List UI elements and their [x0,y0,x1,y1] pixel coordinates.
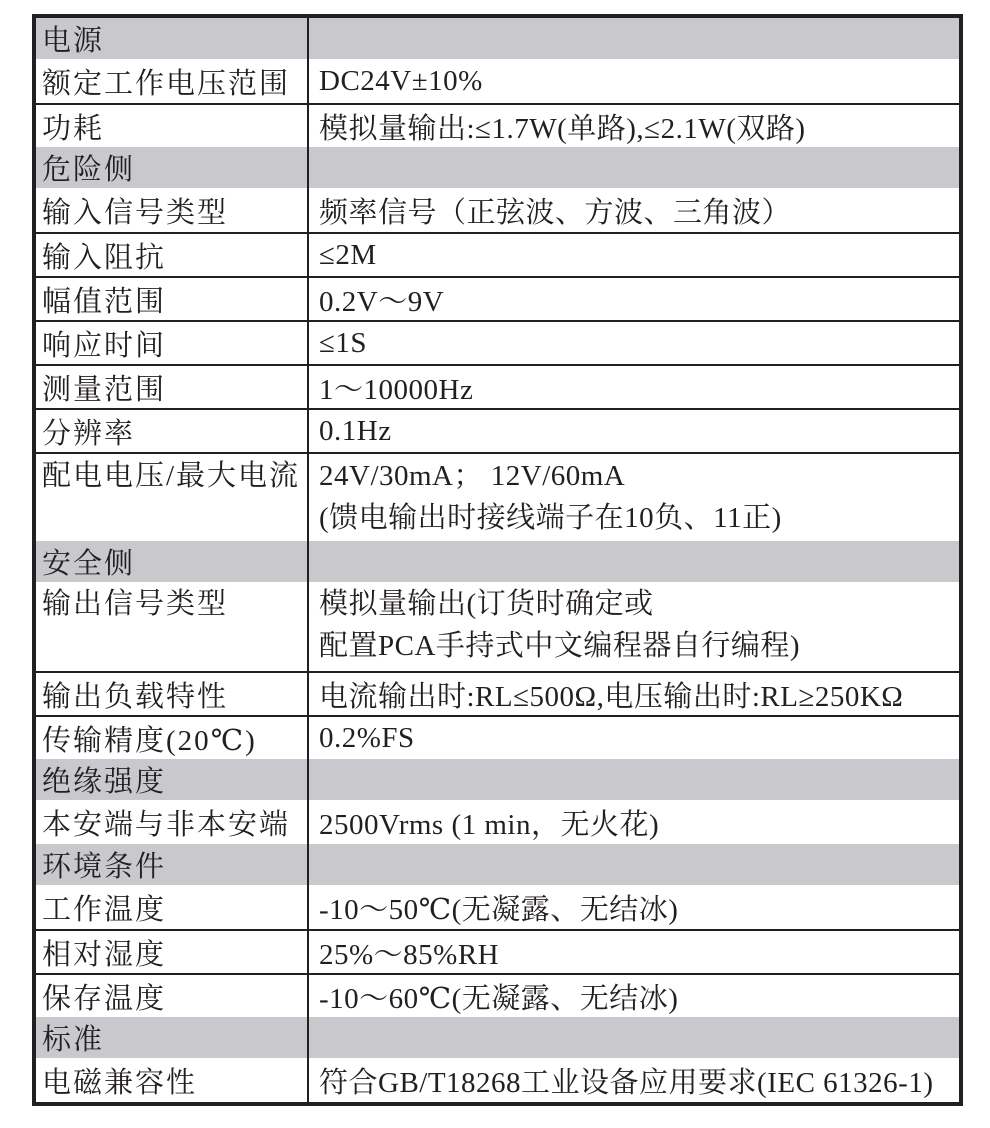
spec-value: 1～10000Hz [319,373,474,406]
spec-label: 测量范围 [36,366,309,408]
spec-label: 保存温度 [36,975,309,1017]
spec-row [36,59,959,103]
spec-label: 相对湿度 [36,931,309,973]
spec-label: 功耗 [36,105,309,147]
spec-label: 电磁兼容性 [36,1058,309,1102]
spec-value: -10～60℃(无凝露、无结冰) [319,982,679,1015]
section-row [36,541,959,582]
spec-value: ≤2M [319,238,377,271]
section-row [36,18,959,59]
spec-value: 符合GB/T18268工业设备应用要求(IEC 61326-1) [319,1066,934,1099]
spec-value-line-1: 24V/30mA； 12V/60mA [319,460,626,492]
spec-value: ≤1S [319,326,368,359]
spec-value-line-2: 配置PCA手持式中文编程器自行编程) [319,630,801,662]
spec-row [36,1058,959,1102]
spec-row [36,408,959,452]
spec-row [36,973,959,1017]
section-title: 标准 [36,1017,309,1058]
spec-value: -10～50℃(无凝露、无结冰) [319,893,679,926]
spec-value: 频率信号（正弦波、方波、三角波） [319,196,792,229]
spec-value [309,454,959,541]
spec-row [36,188,959,232]
section-row [36,759,959,800]
spec-row [36,103,959,147]
spec-value: DC24V±10% [319,64,483,97]
section-title: 安全侧 [36,541,309,582]
spec-value: 0.2%FS [319,721,415,754]
spec-value: 2500Vrms (1 min，无火花) [319,808,660,841]
spec-value: 电流输出时:RL≤500Ω,电压输出时:RL≥250KΩ [319,680,904,713]
spec-label: 分辨率 [36,410,309,452]
spec-label: 幅值范围 [36,278,309,320]
spec-label: 输出负载特性 [36,673,309,715]
spec-row [36,582,959,671]
spec-value-line-1: 模拟量输出(订货时确定或 [319,588,654,620]
spec-value: 0.1Hz [319,414,392,447]
spec-label: 配电电压/最大电流 [36,454,309,541]
spec-label: 输入阻抗 [36,234,309,276]
spec-label: 输入信号类型 [36,188,309,232]
spec-row [36,671,959,715]
section-row [36,844,959,885]
spec-row [36,276,959,320]
spec-row [36,452,959,541]
spec-row [36,800,959,844]
spec-label: 工作温度 [36,885,309,929]
spec-label: 本安端与非本安端 [36,800,309,844]
section-title: 危险侧 [36,147,309,188]
spec-label: 响应时间 [36,322,309,364]
spec-label: 输出信号类型 [36,582,309,671]
section-title: 环境条件 [36,844,309,885]
spec-label: 额定工作电压范围 [36,59,309,103]
section-title: 绝缘强度 [36,759,309,800]
spec-row [36,929,959,973]
spec-row [36,232,959,276]
spec-row [36,715,959,759]
spec-value: 25%～85%RH [319,938,500,971]
spec-value [309,582,959,671]
spec-label: 传输精度(20℃) [36,717,309,759]
spec-row [36,320,959,364]
spec-value: 模拟量输出:≤1.7W(单路),≤2.1W(双路) [319,112,806,145]
spec-value: 0.2V～9V [319,285,445,318]
spec-table [32,14,963,1106]
section-title: 电源 [36,18,309,59]
spec-row [36,364,959,408]
section-row [36,1017,959,1058]
spec-row [36,885,959,929]
section-row [36,147,959,188]
spec-table-body [36,18,959,1102]
spec-value-line-2: (馈电输出时接线端子在10负、11正) [319,502,782,534]
